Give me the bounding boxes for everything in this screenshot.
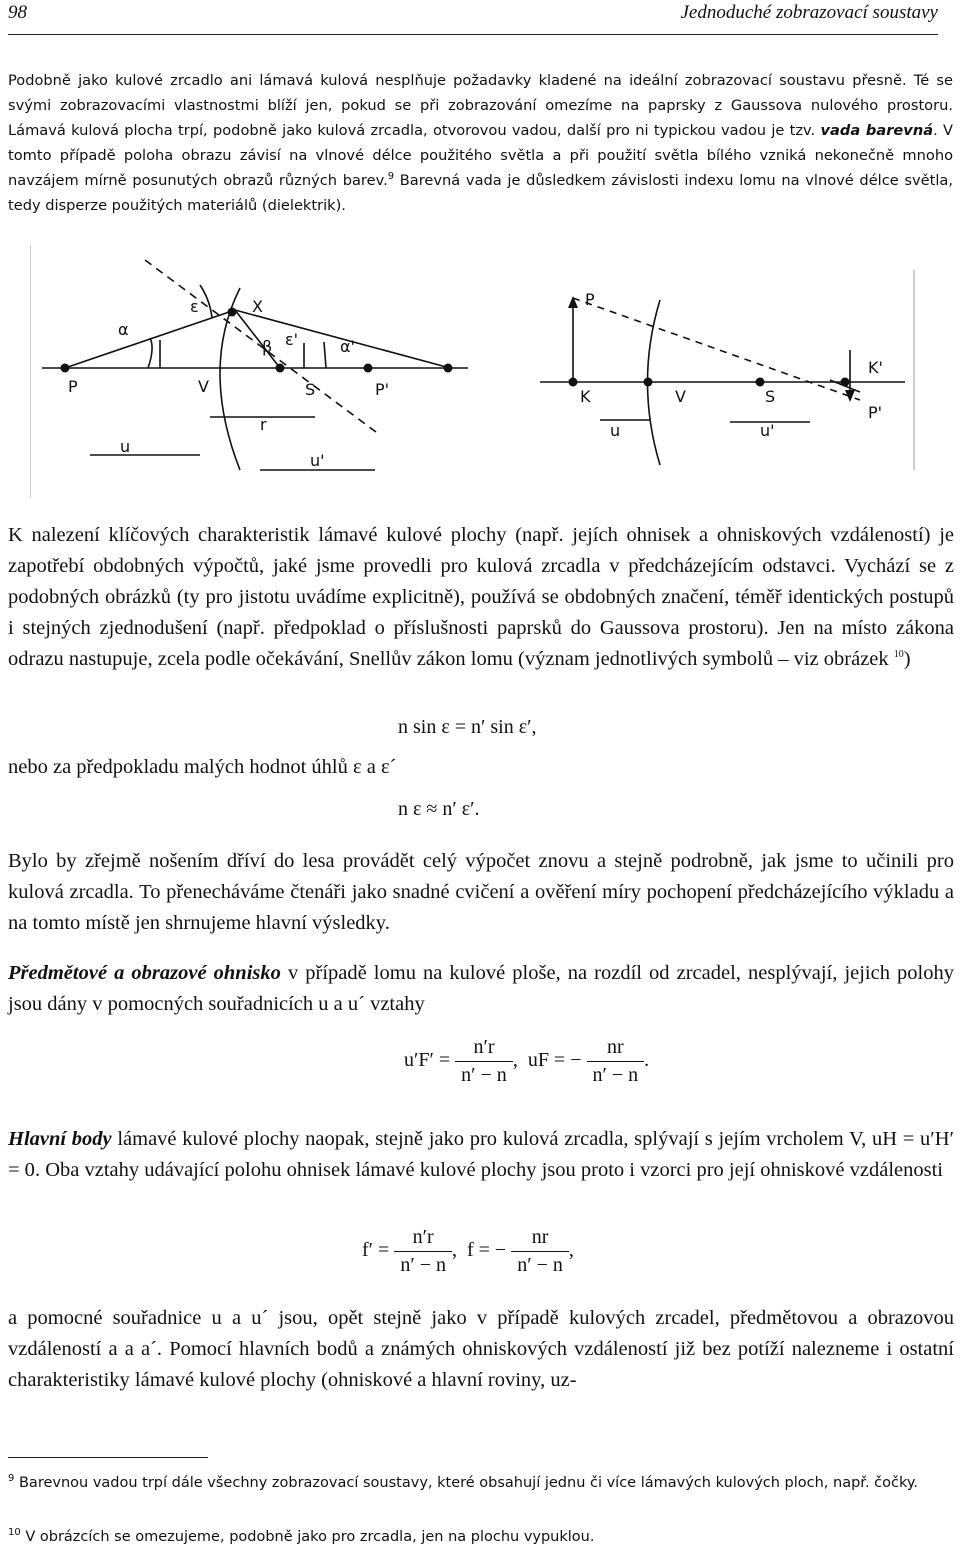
left-diagram (42, 260, 468, 470)
label-u-right: u (610, 421, 621, 440)
label-v-right: V (675, 387, 686, 406)
running-title: Jednoduché zobrazovací soustavy (680, 2, 938, 23)
label-beta: β (262, 337, 273, 356)
paragraph-focal-points: Předmětové a obrazové ohnisko v případě lomu na kulové ploše, na rozdíl od zrcadel, nesplývají, jejich polohy jsou dány v pomocných souřadnicích u a u´ vztahy (8, 962, 954, 1015)
label-epsilon-prime: ε' (285, 330, 299, 349)
label-u-prime-right: u' (760, 421, 775, 440)
page-header (8, 0, 938, 35)
fraction-object-focal-length: $\frac{nr}{n' - n}$ (511, 1226, 569, 1277)
label-u-prime: u' (310, 451, 325, 470)
label-p-right: P (585, 290, 595, 309)
paragraph-principal-points: Hlavní body lámavé kulové plochy naopak, stejně jako pro kulová zrcadla, splývají s jejím vrcholem V, uH = u′H′ = 0. Oba vztahy udávající polohu ohnisek lámavé kulové plochy jsou proto i vzorci pro její ohniskové vzdálenosti (8, 1128, 955, 1181)
term-ohnisko: Předmětové a obrazové ohnisko (8, 962, 281, 984)
page-number: 98 (8, 2, 27, 23)
fraction-image-focus: $\frac{n'r}{n' - n}$ (455, 1036, 513, 1087)
equation-snell: n sin ε = n′ sin ε′, (398, 716, 537, 738)
label-epsilon: ε (190, 297, 199, 316)
right-diagram (540, 298, 905, 465)
equation-paraxial: n ε ≈ n′ ε′. (398, 798, 480, 820)
label-x: X (252, 297, 263, 316)
footnote-ref-10: 10 (893, 649, 904, 661)
footnote-ref-9: 9 (387, 171, 395, 183)
label-alpha-prime: α' (340, 337, 355, 356)
paragraph-summary: Bylo by zřejmě nošením dříví do lesa provádět celý výpočet znovu a stejně podrobně, jak jsme to učinili pro kulová zrcadla. To přenecháváme čtenáři jako snadné cvičení a ověření míry pochopení předcházejícího výkladu a na tomto místě jen shrnujeme hlavní výsledky. (8, 850, 954, 934)
label-p: P (68, 377, 78, 396)
refraction-figure (30, 240, 920, 498)
label-s-right: S (765, 387, 776, 406)
term-hlavni-body: Hlavní body (8, 1128, 112, 1150)
label-r: r (260, 415, 267, 434)
equation-focal-lengths: f′ = $\frac{n'r}{n' - n}$ , f = − $\frac{nr}{n' - n}$ , (362, 1226, 574, 1276)
paragraph-coordinates: a pomocné souřadnice u a u´ jsou, opět stejně jako v případě kulových zrcadel, předmětovou a obrazovou vzdáleností a a a´. Pomocí hlavních bodů a známých ohniskových vzdáleností již bez potíží nalezneme i ostatní charakteristiky lámavé kulové plochy (ohniskové a hlavní roviny, uz- (8, 1307, 954, 1391)
label-k: K (580, 387, 591, 406)
inline-equation-principal: uH = u′H′ = 0 (8, 1128, 955, 1181)
fraction-image-focal-length: $\frac{n'r}{n' - n}$ (394, 1226, 452, 1277)
label-u: u (120, 437, 131, 456)
fraction-object-focus: $\frac{nr}{n' - n}$ (587, 1036, 645, 1087)
label-k-prime: K' (868, 358, 883, 377)
footnote-rule (8, 1457, 208, 1458)
label-p-prime: P' (375, 380, 390, 399)
intro-paragraph: Podobně jako kulové zrcadlo ani lámavá kulová nesplňuje požadavky kladené na ideální zobrazovací soustavu přesně. Té se svými zobrazovacími vlastnostmi blíží jen, pokud se při zobrazování omezíme na paprsky z Gaussova nulového prostoru. Lámavá kulová plocha trpí, podobně jako kulová zrcadla, otvorovou vadou, další pro ni typickou vadou je tzv. vada barevná. V tomto případě poloha obrazu závisí na vlnové délce použitého světla a při použití světla bílého vzniká nekonečně mnoho navzájem mírně posunutých obrazů různých barev.$^9$ Barevná vada je důsledkem závislosti indexu lomu na vlnové délce světla, tedy disperze použitých materiálů (dielektrik). (8, 72, 954, 214)
label-p-prime-right: P' (868, 403, 883, 422)
term-vada-barevna: vada barevná (820, 122, 934, 139)
label-alpha: α (118, 320, 129, 339)
footnote-10: $^{10}$ V obrázcích se omezujeme, podobně jako pro zrcadla, jen na plochu vypuklou. (8, 1527, 595, 1545)
paragraph-main: K nalezení klíčových charakteristik lámavé kulové plochy (např. jejích ohnisek a ohniskových vzdáleností) je zapotřebí obdobných výpočtů, jaké jsme provedli pro kulová zrcadla v předcházejícím odstavci. Vychází se z podobných obrázků (ty pro jistotu uvádíme explicitně), používá se obdobných značení, téměř identických postupů i stejných zjednodušení (např. předpoklad o příslušnosti paprsků do Gaussova prostoru). Jen na místo zákona odrazu nastupuje, zcela podle očekávání, Snellův zákon lomu (význam jednotlivých symbolů – viz obrázek $^{10}$) (8, 524, 954, 670)
paragraph-small-angles: nebo za předpokladu malých hodnot úhlů ε a ε´ (8, 756, 397, 778)
equation-focal-coordinates: u′F′ = $\frac{n'r}{n' - n}$ , uF = − $\frac{nr}{n' - n}$ . (404, 1036, 650, 1086)
footnote-9: $^9$ Barevnou vadou trpí dále všechny zobrazovací soustavy, které obsahují jednu či více lámavých kulových ploch, např. čočky. (8, 1473, 918, 1491)
label-v: V (198, 377, 209, 396)
label-s: S (305, 380, 316, 399)
